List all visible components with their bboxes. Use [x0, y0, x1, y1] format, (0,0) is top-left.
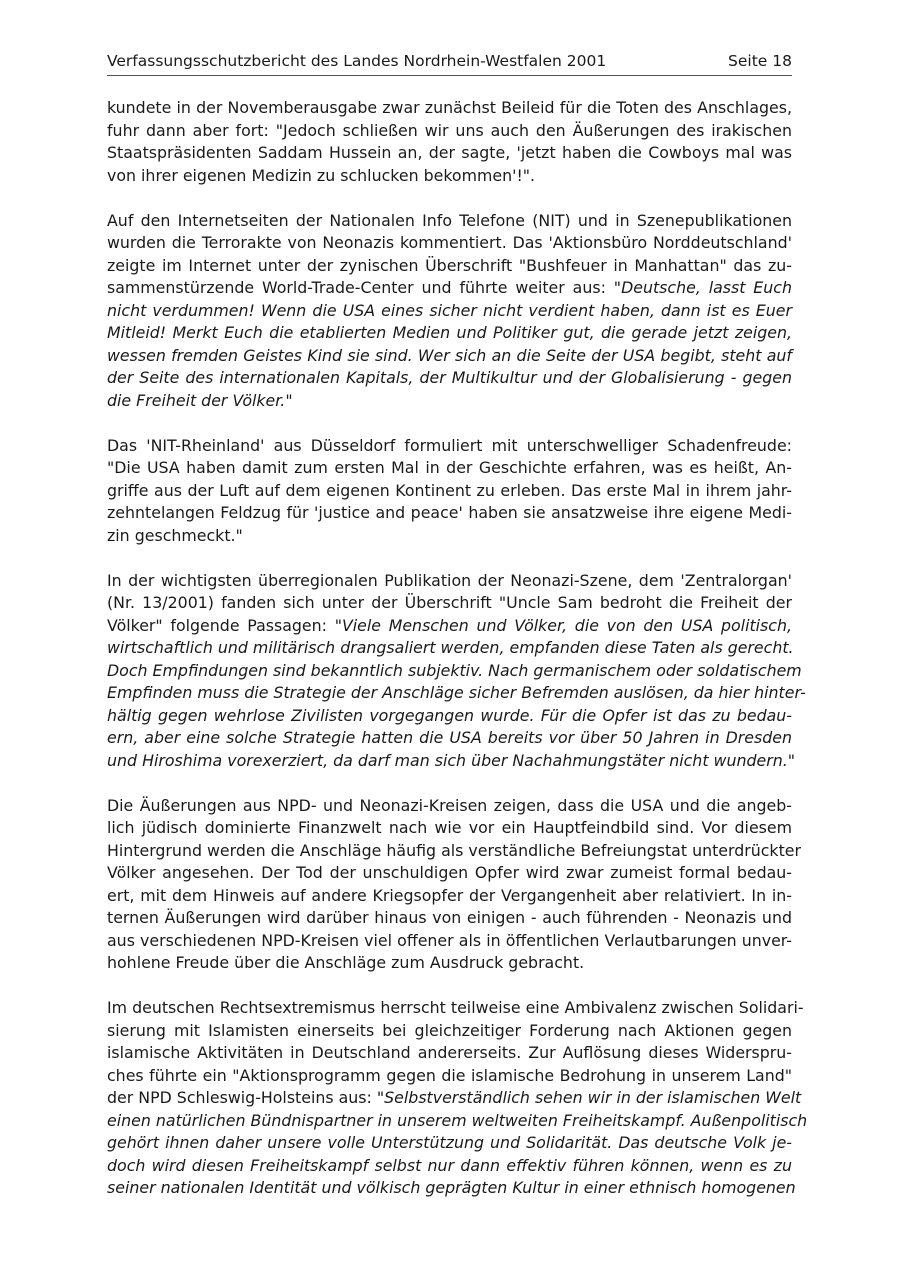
- text-line: [107, 930, 792, 953]
- text-line: [107, 120, 792, 143]
- quoted-text: Mitleid! Merkt Euch die etablierten Medien und Politiker gut, die gerade jetzt zeigen,: [107, 323, 792, 342]
- text-segment: ": [787, 750, 796, 770]
- quoted-text: doch wird diesen Freiheitskampf selbst nur dann effektiv führen können, wenn es zu: [107, 1155, 792, 1175]
- quoted-text: einen natürlichen Bündnispartner in unserem weltweiten Freiheitskampf. Außenpolitisch: [107, 1110, 808, 1130]
- quoted-text: der Seite des internationalen Kapitals, der Multikultur und der Globalisierung - gegen: [107, 368, 792, 387]
- quoted-text: ern, aber eine solche Strategie hatten die USA bereits vor über 50 Jahren in Dresden: [107, 728, 792, 747]
- text-line: [107, 1155, 792, 1178]
- quoted-text: gehört ihnen daher unsere volle Unterstützung und Solidarität. Das deutsche Volk je-: [107, 1133, 792, 1152]
- text-line: [107, 1132, 792, 1155]
- text-segment: ": [285, 390, 293, 410]
- paragraph: [107, 570, 806, 773]
- text-line: [107, 727, 792, 750]
- text-line: [107, 885, 792, 908]
- text-line: [107, 1042, 792, 1065]
- text-line: [107, 840, 801, 863]
- quoted-text: Viele Menschen und Völker, die von den USA politisch,: [341, 615, 792, 635]
- quoted-text: wirtschaftlich und militärisch drangsaliert werden, empfanden diese Taten als gerecht.: [107, 638, 794, 657]
- text-line: [107, 1110, 808, 1133]
- text-segment: aus verschiedenen NPD-Kreisen viel offener als in öffentlichen Verlautbarungen unver-: [107, 930, 792, 950]
- text-line: [107, 97, 792, 120]
- page-number: Seite 18: [728, 52, 792, 70]
- quoted-text: seiner nationalen Identität und völkisch geprägten Kultur in einer ethnisch homogenen: [107, 1178, 796, 1197]
- text-segment: der NPD Schleswig-Holsteins aus: ": [107, 1088, 385, 1107]
- text-line: [107, 322, 792, 345]
- text-segment: Völker angesehen. Der Tod der unschuldigen Opfer wird zwar zumeist formal bedau-: [107, 863, 792, 882]
- paragraph: [107, 97, 792, 187]
- text-segment: Staatspräsidenten Saddam Hussein an, der sagte, 'jetzt haben die Cowboys mal was: [107, 143, 792, 162]
- text-line: [107, 165, 792, 188]
- text-segment: ches führte ein "Aktionsprogramm gegen die islamische Bedrohung in unserem Land": [107, 1065, 792, 1085]
- text-line: [107, 1087, 802, 1110]
- text-line: [107, 142, 792, 165]
- text-segment: wurden die Terrorakte von Neonazis kommentiert. Das 'Aktionsbüro Norddeutschland': [107, 233, 792, 252]
- text-segment: In der wichtigsten überregionalen Publikation der Neonazi-Szene, dem 'Zentralorgan': [107, 570, 792, 590]
- text-line: [107, 300, 792, 323]
- text-segment: von ihrer eigenen Medizin zu schlucken bekommen'!".: [107, 165, 536, 185]
- text-line: [107, 255, 792, 278]
- text-segment: kundete in der Novemberausgabe zwar zunächst Beileid für die Toten des Anschlages,: [107, 98, 792, 117]
- text-segment: ternen Äußerungen wird darüber hinaus von einigen - auch führenden - Neonazis und: [107, 908, 792, 927]
- text-segment: Die Äußerungen aus NPD- und Neonazi-Kreisen zeigen, dass die USA und die angeb-: [107, 795, 792, 815]
- text-line: [107, 277, 792, 300]
- text-segment: Das 'NIT-Rheinland' aus Düsseldorf formuliert mit unterschwelliger Schadenfreude:: [107, 435, 792, 455]
- text-line: [107, 907, 792, 930]
- text-line: [107, 570, 792, 593]
- text-segment: lich jüdisch dominierte Finanzwelt nach wie vor ein Hauptfeindbild sind. Vor diesem: [107, 818, 792, 837]
- text-segment: (Nr. 13/2001) fanden sich unter der Überschrift "Uncle Sam bedroht die Freiheit der: [107, 593, 792, 612]
- quoted-text: und Hiroshima vorexerziert, da darf man sich über Nachahmungstäter nicht wundern.: [107, 750, 788, 770]
- text-segment: zeigte im Internet unter der zynischen Überschrift "Bushfeuer in Manhattan" das zu-: [107, 255, 792, 275]
- text-line: [107, 637, 792, 660]
- text-line: [107, 390, 792, 413]
- text-segment: sammenstürzende World-Trade-Center und führte weiter aus: ": [107, 278, 622, 297]
- quoted-text: wessen fremden Geistes Kind sie sind. Wer sich an die Seite der USA begibt, steht auf: [107, 345, 792, 365]
- text-line: [107, 210, 792, 233]
- text-line: [107, 817, 792, 840]
- paragraph: [107, 795, 801, 975]
- quoted-text: Selbstverständlich sehen wir in der islamischen Welt: [384, 1088, 802, 1107]
- text-line: [107, 660, 802, 683]
- text-line: [107, 615, 792, 638]
- text-line: [107, 367, 792, 390]
- text-line: [107, 480, 792, 503]
- quoted-text: Empfinden muss die Strategie der Anschläge sicher Befremden auslösen, da hier hinter-: [107, 683, 806, 702]
- quoted-text: Doch Empfindungen sind bekanntlich subjektiv. Nach germanischem oder soldatischem: [107, 660, 802, 680]
- text-segment: Im deutschen Rechtsextremismus herrscht teilweise eine Ambivalenz zwischen Solidari-: [107, 998, 804, 1017]
- text-line: [107, 502, 792, 525]
- text-segment: Hintergrund werden die Anschläge häufig als verständliche Befreiungstat unterdrückter: [107, 840, 801, 860]
- text-line: [107, 457, 792, 480]
- text-segment: hohlene Freude über die Anschläge zum Ausdruck gebracht.: [107, 953, 585, 972]
- text-segment: Auf den Internetseiten der Nationalen Info Telefone (NIT) und in Szenepublikationen: [107, 210, 792, 230]
- text-line: [107, 997, 804, 1020]
- text-line: [107, 1177, 796, 1200]
- quoted-text: die Freiheit der Völker.: [107, 390, 286, 410]
- page-header: [107, 50, 792, 76]
- paragraph: [107, 435, 792, 548]
- document-title: Verfassungsschutzbericht des Landes Nordrhein-Westfalen 2001: [107, 52, 607, 70]
- text-line: [107, 750, 796, 773]
- text-line: [107, 795, 792, 818]
- text-segment: "Die USA haben damit zum ersten Mal in der Geschichte erfahren, was es heißt, An-: [107, 458, 792, 477]
- text-segment: zin geschmeckt.": [107, 525, 243, 545]
- quoted-text: hältig gegen wehrlose Zivilisten vorgegangen wurde. Für die Opfer ist das zu bedau-: [107, 705, 792, 725]
- text-segment: fuhr dann aber fort: "Jedoch schließen wir uns auch den Äußerungen des irakischen: [107, 120, 792, 140]
- text-line: [107, 682, 806, 705]
- text-segment: griffe aus der Luft auf dem eigenen Kontinent zu erleben. Das erste Mal in ihrem jahr-: [107, 480, 792, 500]
- text-segment: sierung mit Islamisten einerseits bei gleichzeitiger Forderung nach Aktionen gegen: [107, 1020, 792, 1040]
- text-line: [107, 1065, 792, 1088]
- text-line: [107, 435, 792, 458]
- text-line: [107, 525, 792, 548]
- text-line: [107, 952, 792, 975]
- paragraph: [107, 210, 792, 413]
- text-line: [107, 1020, 792, 1043]
- text-line: [107, 592, 792, 615]
- text-segment: ert, mit dem Hinweis auf andere Kriegsopfer der Vergangenheit aber relativiert. In in-: [107, 885, 792, 905]
- text-segment: zehntelangen Feldzug für 'justice and peace' haben sie ansatzweise ihre eigene Medi-: [107, 503, 792, 522]
- text-line: [107, 345, 792, 368]
- text-segment: Völker" folgende Passagen: ": [107, 615, 342, 635]
- paragraph: [107, 997, 808, 1200]
- text-line: [107, 862, 792, 885]
- text-segment: islamische Aktivitäten in Deutschland andererseits. Zur Auflösung dieses Widerspru-: [107, 1043, 792, 1062]
- text-line: [107, 232, 792, 255]
- text-line: [107, 705, 792, 728]
- document-body: [107, 97, 808, 1222]
- quoted-text: Deutsche, lasst Euch: [621, 278, 793, 297]
- quoted-text: nicht verdummen! Wenn die USA eines sicher nicht verdient haben, dann ist es Euer: [107, 300, 792, 320]
